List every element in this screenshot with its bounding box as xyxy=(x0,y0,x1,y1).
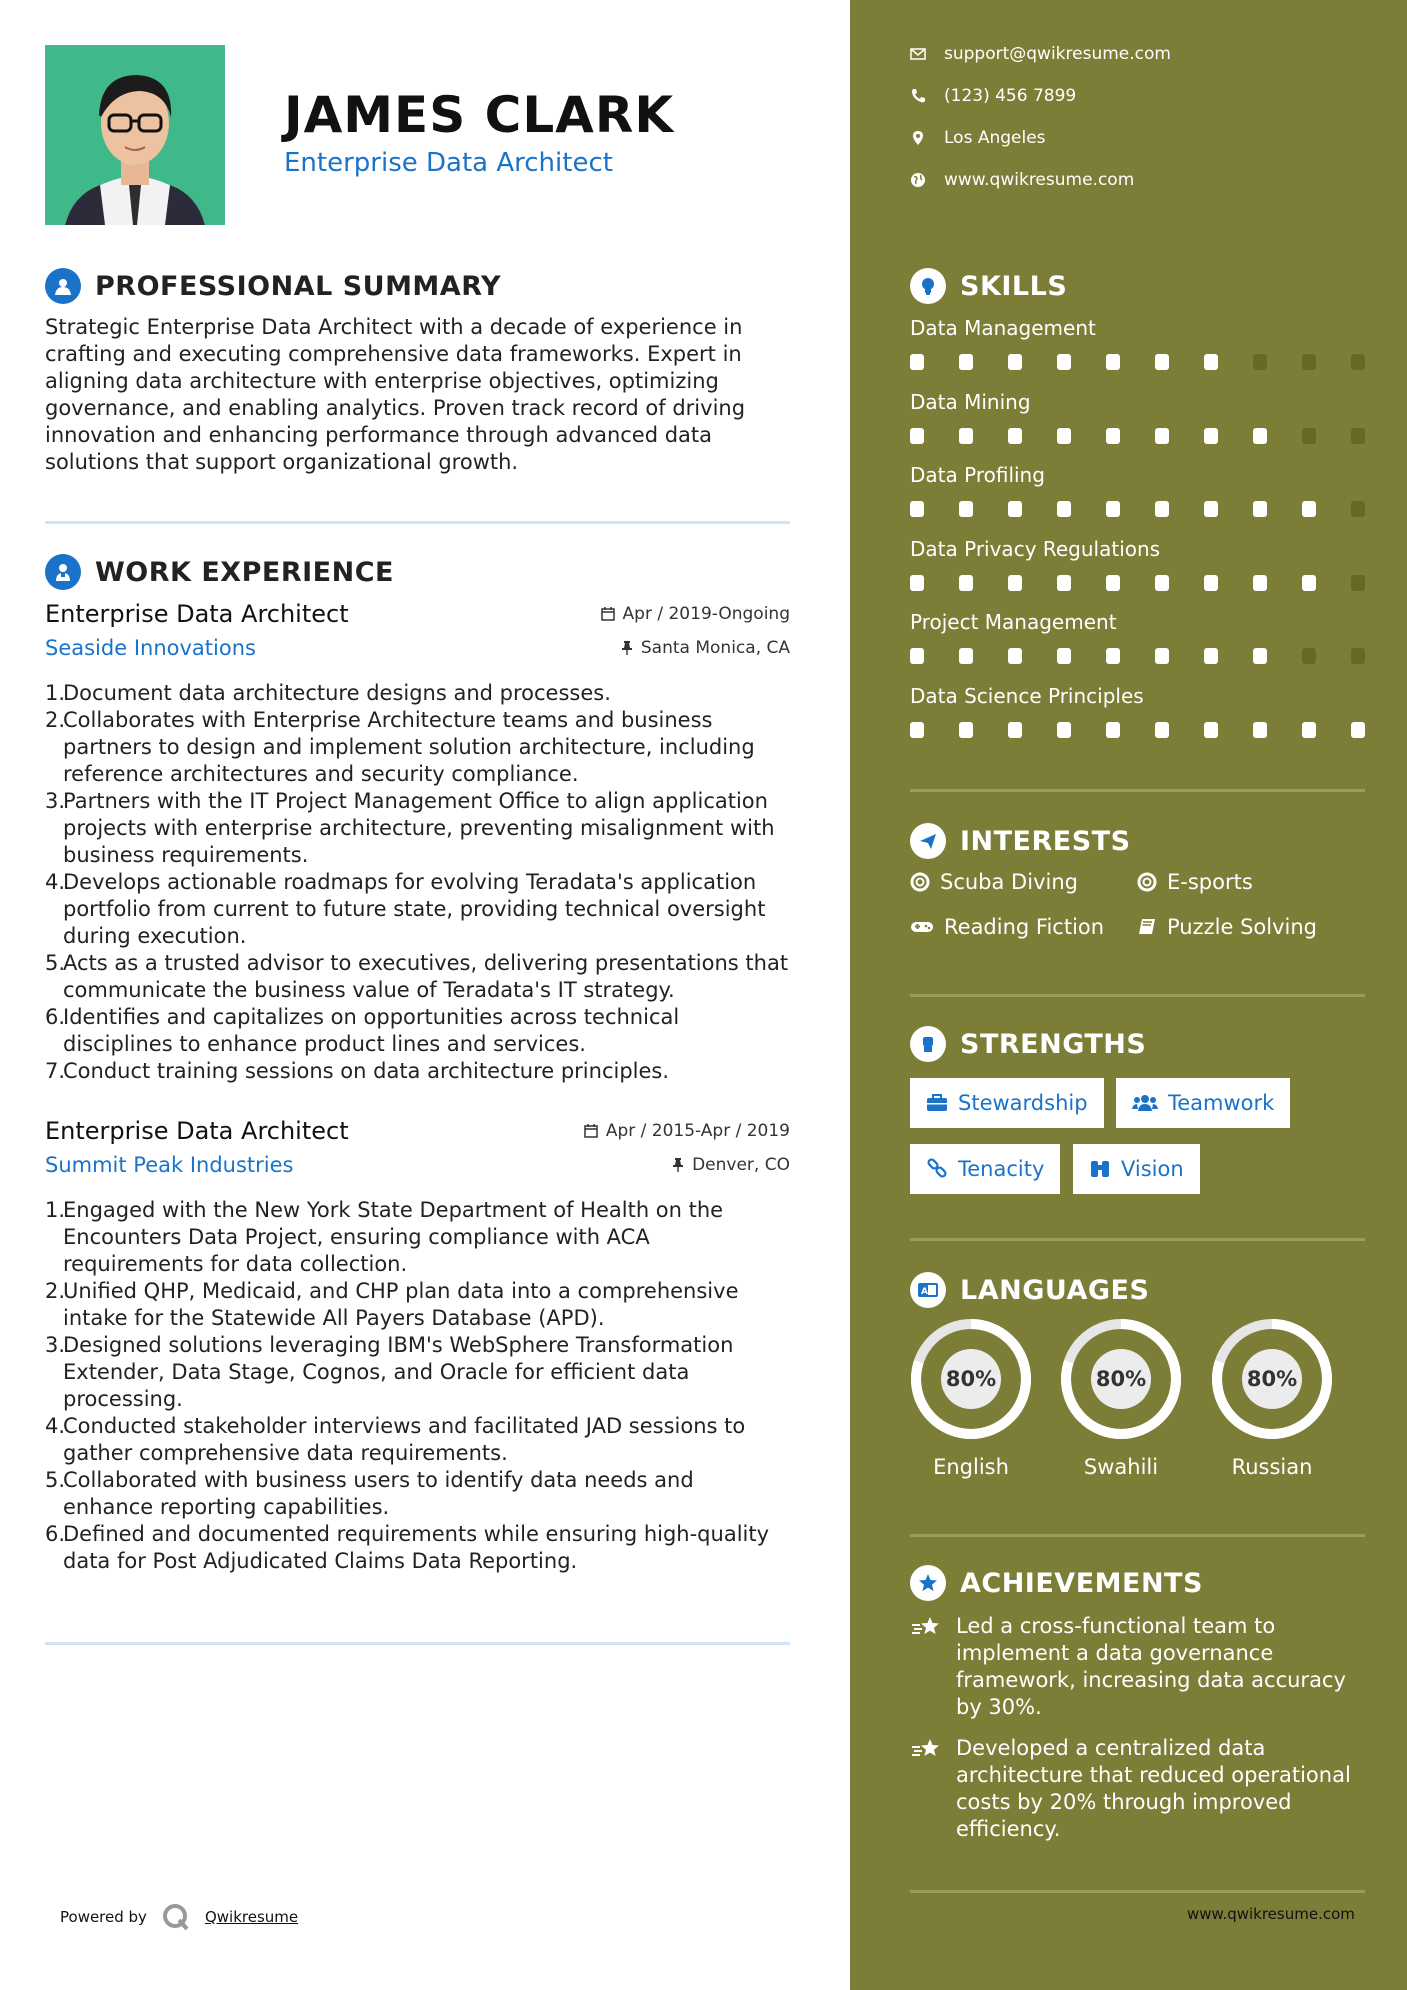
job-date-text: Apr / 2019-Ongoing xyxy=(622,604,790,624)
rating-dot xyxy=(1106,722,1120,738)
achievement-text xyxy=(956,1613,1346,1721)
responsibility-line xyxy=(45,1278,790,1305)
language-item xyxy=(1210,1317,1334,1479)
summary-line: governance, and enabling analytics. Proven track record of driving xyxy=(45,396,746,420)
language-icon xyxy=(910,1272,946,1308)
job-entry xyxy=(45,1117,790,1575)
language-percent: 80% xyxy=(945,1367,997,1391)
list-number: 2. xyxy=(45,1279,66,1303)
list-text: Document data architecture designs and processes. xyxy=(63,681,611,705)
sidebar-divider xyxy=(910,1534,1365,1537)
list-number: 1. xyxy=(45,1198,66,1222)
list-text: business requirements. xyxy=(63,843,309,867)
rating-dot xyxy=(1155,428,1169,444)
skill-item xyxy=(910,537,1365,591)
rating-dot xyxy=(1253,648,1267,664)
candidate-role: Enterprise Data Architect xyxy=(284,148,613,178)
rating-dot xyxy=(1351,648,1365,664)
summary-heading xyxy=(45,268,501,304)
job-location-text: Santa Monica, CA xyxy=(640,638,790,658)
contact-phone[interactable] xyxy=(910,86,1076,106)
rating-dot xyxy=(1253,354,1267,370)
responsibility-line xyxy=(45,1332,790,1359)
sidebar-divider xyxy=(910,1890,1365,1893)
skill-name: Project Management xyxy=(910,610,1117,634)
job-responsibilities xyxy=(45,1197,790,1575)
rating-dot xyxy=(1155,501,1169,517)
list-number: 5. xyxy=(45,951,66,975)
rating-dot xyxy=(1106,648,1120,664)
shooting-star-icon xyxy=(910,1615,944,1641)
responsibility-line xyxy=(45,977,790,1004)
rating-dot xyxy=(1204,575,1218,591)
list-number xyxy=(45,1251,63,1278)
list-text: requirements for data collection. xyxy=(63,1252,408,1276)
list-text: gather comprehensive data requirements. xyxy=(63,1441,508,1465)
interests-heading xyxy=(910,823,1131,859)
rating-dot xyxy=(1057,575,1071,591)
rating-dot xyxy=(1057,354,1071,370)
rating-dot xyxy=(1057,501,1071,517)
skill-rating xyxy=(910,722,1365,738)
skill-rating xyxy=(910,354,1365,370)
list-text: Conducted stakeholder interviews and facilitated JAD sessions to xyxy=(63,1414,746,1438)
experience-title: WORK EXPERIENCE xyxy=(95,556,394,588)
skill-name: Data Science Principles xyxy=(910,683,1144,708)
list-text: Defined and documented requirements while ensuring high-quality xyxy=(63,1522,770,1546)
language-name: Swahili xyxy=(1083,1455,1159,1479)
responsibility-line xyxy=(45,1521,790,1548)
list-number xyxy=(45,1031,63,1058)
interest-label: Scuba Diving xyxy=(940,870,1078,894)
summary-line: innovation and enhancing performance through advanced data xyxy=(45,423,713,447)
phone-text: (123) 456 7899 xyxy=(944,86,1077,106)
profile-photo xyxy=(45,45,225,225)
contact-website[interactable] xyxy=(910,170,1134,190)
section-divider xyxy=(45,521,790,524)
responsibility-line xyxy=(45,923,790,950)
rating-dot xyxy=(910,648,924,664)
achievement-line: Developed a centralized data xyxy=(956,1736,1266,1760)
list-number xyxy=(45,896,63,923)
list-number xyxy=(45,1440,63,1467)
responsibility-line xyxy=(45,1494,790,1521)
company-name: Summit Peak Industries xyxy=(45,1153,294,1177)
list-number: 1. xyxy=(45,681,66,705)
interests-title: INTERESTS xyxy=(960,825,1131,857)
responsibility-line xyxy=(45,1386,790,1413)
summary-line: crafting and executing comprehensive data frameworks. Expert in xyxy=(45,342,742,366)
sidebar-divider xyxy=(910,994,1365,997)
rating-dot xyxy=(1155,722,1169,738)
footer-website[interactable]: www.qwikresume.com xyxy=(1187,1905,1355,1923)
rating-dot xyxy=(959,428,973,444)
rating-dot xyxy=(959,575,973,591)
rating-dot xyxy=(959,501,973,517)
pin-icon xyxy=(672,1158,684,1172)
job-responsibilities xyxy=(45,680,790,1085)
strength-label: Stewardship xyxy=(958,1091,1088,1115)
list-text: data for Post Adjudicated Claims Data Reporting. xyxy=(63,1549,578,1573)
rating-dot xyxy=(910,428,924,444)
list-text: Engaged with the New York State Department of Health on the xyxy=(63,1198,724,1222)
strength-tag xyxy=(1116,1078,1290,1128)
job-date xyxy=(601,604,790,624)
rating-dot xyxy=(1302,575,1316,591)
list-text: processing. xyxy=(63,1387,183,1411)
skill-item xyxy=(910,684,1365,738)
summary-title: PROFESSIONAL SUMMARY xyxy=(95,270,502,302)
responsibility-line xyxy=(45,761,790,788)
language-item xyxy=(1059,1317,1183,1479)
link-icon xyxy=(926,1158,948,1180)
globe-icon xyxy=(910,172,926,188)
list-number: 5. xyxy=(45,1468,66,1492)
job-location xyxy=(672,1155,790,1175)
list-text: communicate the business value of Teradata's IT strategy. xyxy=(63,978,675,1002)
rating-dot xyxy=(1351,354,1365,370)
summary-line: Strategic Enterprise Data Architect with a decade of experience in xyxy=(45,315,743,339)
achievement-text xyxy=(956,1735,1351,1843)
list-number xyxy=(45,1359,63,1386)
rating-dot xyxy=(959,648,973,664)
shooting-star-icon xyxy=(910,1737,944,1763)
rating-dot xyxy=(910,722,924,738)
list-text: Identifies and capitalizes on opportunities across technical xyxy=(63,1005,680,1029)
list-number: 6. xyxy=(45,1522,66,1546)
responsibility-line xyxy=(45,734,790,761)
strength-tag xyxy=(910,1144,1060,1194)
rating-dot xyxy=(1057,722,1071,738)
list-number xyxy=(45,734,63,761)
responsibility-line xyxy=(45,1004,790,1031)
strength-label: Vision xyxy=(1121,1157,1184,1181)
list-text: Unified QHP, Medicaid, and CHP plan data into a comprehensive xyxy=(63,1279,739,1303)
rating-dot xyxy=(1008,501,1022,517)
rating-dot xyxy=(910,575,924,591)
list-text: disciplines to enhance product lines and services. xyxy=(63,1032,586,1056)
languages-title: LANGUAGES xyxy=(960,1274,1150,1306)
list-number xyxy=(45,923,63,950)
rating-dot xyxy=(1302,648,1316,664)
sidebar-divider xyxy=(910,1238,1365,1241)
strengths-heading xyxy=(910,1026,1146,1062)
job-title: Enterprise Data Architect xyxy=(45,600,349,628)
skills-heading xyxy=(910,268,1067,304)
calendar-icon xyxy=(584,1124,598,1138)
responsibility-line xyxy=(45,1305,790,1332)
job-entry xyxy=(45,600,790,1085)
summary-text xyxy=(45,314,765,476)
rating-dot xyxy=(910,354,924,370)
rating-dot xyxy=(1351,501,1365,517)
achievement-line: by 30%. xyxy=(956,1695,1042,1719)
list-number: 4. xyxy=(45,1414,66,1438)
rating-dot xyxy=(1253,501,1267,517)
skill-item xyxy=(910,316,1365,370)
language-percent: 80% xyxy=(1246,1367,1298,1391)
responsibility-line xyxy=(45,1548,790,1575)
binoculars-icon xyxy=(1089,1159,1111,1179)
list-text: reference architectures and security compliance. xyxy=(63,762,579,786)
language-item xyxy=(909,1317,1033,1479)
rating-dot xyxy=(1253,575,1267,591)
skill-item xyxy=(910,390,1365,444)
rating-dot xyxy=(1106,428,1120,444)
rating-dot xyxy=(959,722,973,738)
rating-dot xyxy=(1351,722,1365,738)
achievement-line: efficiency. xyxy=(956,1817,1061,1841)
strength-label: Tenacity xyxy=(958,1157,1045,1181)
responsibility-line xyxy=(45,707,790,734)
responsibility-line xyxy=(45,1224,790,1251)
language-percent: 80% xyxy=(1095,1367,1147,1391)
interest-label: Reading Fiction xyxy=(944,915,1105,939)
svg-text:A: A xyxy=(921,1287,928,1297)
job-title: Enterprise Data Architect xyxy=(45,1117,349,1145)
list-text: Develops actionable roadmaps for evolving Teradata's application xyxy=(63,870,757,894)
star-badge-icon xyxy=(910,1565,946,1601)
list-number xyxy=(45,1494,63,1521)
rating-dot xyxy=(1106,354,1120,370)
interest-label: Puzzle Solving xyxy=(1167,915,1317,939)
rating-dot xyxy=(1204,354,1218,370)
skills-title: SKILLS xyxy=(960,270,1068,302)
list-text: intake for the Statewide All Payers Database (APD). xyxy=(63,1306,605,1330)
skill-rating xyxy=(910,648,1365,664)
language-name: Russian xyxy=(1231,1455,1313,1479)
achievements-title: ACHIEVEMENTS xyxy=(960,1567,1203,1599)
responsibility-line xyxy=(45,680,790,707)
list-text: Encounters Data Project, ensuring compliance with ACA xyxy=(63,1225,650,1249)
contact-email[interactable] xyxy=(910,44,1171,64)
responsibility-line xyxy=(45,869,790,896)
job-date xyxy=(584,1121,790,1141)
users-icon xyxy=(1132,1094,1158,1112)
rating-dot xyxy=(1302,354,1316,370)
user-icon xyxy=(45,268,81,304)
skill-rating xyxy=(910,575,1365,591)
list-number: 7. xyxy=(45,1059,66,1083)
interest-item xyxy=(1137,870,1253,894)
rating-dot xyxy=(1302,428,1316,444)
responsibility-line xyxy=(45,1467,790,1494)
responsibility-line xyxy=(45,950,790,977)
job-location-text: Denver, CO xyxy=(692,1155,790,1175)
section-divider xyxy=(45,1642,790,1645)
responsibility-line xyxy=(45,1413,790,1440)
list-number xyxy=(45,842,63,869)
responsibility-line xyxy=(45,1359,790,1386)
strength-tag xyxy=(910,1078,1104,1128)
responsibility-line xyxy=(45,896,790,923)
responsibility-line xyxy=(45,815,790,842)
website-text: www.qwikresume.com xyxy=(944,170,1135,190)
summary-line: aligning data architecture with enterprise objectives, optimizing xyxy=(45,369,719,393)
achievement-item xyxy=(910,1613,1365,1721)
skill-rating xyxy=(910,501,1365,517)
rating-dot xyxy=(1008,648,1022,664)
interest-label: E-sports xyxy=(1167,870,1253,894)
lightbulb-icon xyxy=(910,268,946,304)
list-text: during execution. xyxy=(63,924,247,948)
list-text: projects with enterprise architecture, preventing misalignment with xyxy=(63,816,775,840)
rating-dot xyxy=(959,354,973,370)
rating-dot xyxy=(1155,575,1169,591)
rating-dot xyxy=(1106,501,1120,517)
language-name: English xyxy=(933,1455,1009,1479)
rating-dot xyxy=(1155,354,1169,370)
list-text: partners to design and implement solution architecture, including xyxy=(63,735,755,759)
envelope-icon xyxy=(910,46,926,62)
rating-dot xyxy=(1302,501,1316,517)
rating-dot xyxy=(1155,648,1169,664)
rating-dot xyxy=(1253,428,1267,444)
list-number xyxy=(45,1548,63,1575)
map-marker-icon xyxy=(910,130,926,146)
book-icon xyxy=(1137,917,1157,937)
languages-heading xyxy=(910,1272,1149,1308)
responsibility-line xyxy=(45,1058,790,1085)
list-text: Acts as a trusted advisor to executives, delivering presentations that xyxy=(63,951,789,975)
list-number: 6. xyxy=(45,1005,66,1029)
list-text: Designed solutions leveraging IBM's WebSphere Transformation xyxy=(63,1333,734,1357)
list-number: 3. xyxy=(45,1333,66,1357)
strength-label: Teamwork xyxy=(1168,1091,1275,1115)
skill-item xyxy=(910,610,1365,664)
paper-plane-icon xyxy=(910,823,946,859)
contact-location xyxy=(910,128,1046,148)
achievement-line: Led a cross-functional team to xyxy=(956,1614,1276,1638)
email-text: support@qwikresume.com xyxy=(944,44,1171,64)
list-text: Conduct training sessions on data architecture principles. xyxy=(63,1059,670,1083)
achievement-item xyxy=(910,1735,1365,1843)
language-ring xyxy=(1059,1317,1183,1441)
rating-dot xyxy=(1057,648,1071,664)
powered-by-label: Powered by xyxy=(60,1908,147,1926)
rating-dot xyxy=(1008,575,1022,591)
rating-dot xyxy=(910,501,924,517)
list-text: Partners with the IT Project Management Office to align application xyxy=(63,789,768,813)
skill-name: Data Management xyxy=(910,316,1096,340)
list-number xyxy=(45,1386,63,1413)
rating-dot xyxy=(1351,575,1365,591)
skill-item xyxy=(910,463,1365,517)
qwikresume-link[interactable]: Qwikresume xyxy=(204,1908,299,1926)
strength-tag xyxy=(1073,1144,1200,1194)
list-number: 2. xyxy=(45,708,66,732)
company-name: Seaside Innovations xyxy=(45,636,256,660)
interest-item xyxy=(1137,915,1317,939)
list-number xyxy=(45,1305,63,1332)
rating-dot xyxy=(1204,648,1218,664)
rating-dot xyxy=(1204,428,1218,444)
skill-name: Data Privacy Regulations xyxy=(910,536,1161,561)
achievement-line: costs by 20% through improved xyxy=(956,1790,1292,1814)
language-ring xyxy=(909,1317,1033,1441)
list-text: Extender, Data Stage, Cognos, and Oracle for efficient data xyxy=(63,1360,690,1384)
pin-icon xyxy=(621,641,633,655)
rating-dot xyxy=(1057,428,1071,444)
rating-dot xyxy=(1008,428,1022,444)
responsibility-line xyxy=(45,1031,790,1058)
list-text: portfolio from current to future state, providing technical oversight xyxy=(63,897,766,921)
briefcase-icon xyxy=(926,1094,948,1112)
rating-dot xyxy=(1008,722,1022,738)
strengths-title: STRENGTHS xyxy=(960,1028,1147,1060)
calendar-icon xyxy=(601,607,615,621)
job-location xyxy=(621,638,790,658)
experience-heading xyxy=(45,554,394,590)
list-number: 3. xyxy=(45,789,66,813)
responsibility-line xyxy=(45,1251,790,1278)
achievement-line: implement a data governance xyxy=(956,1641,1274,1665)
interest-item xyxy=(910,870,1078,894)
language-ring xyxy=(1210,1317,1334,1441)
gamepad-icon xyxy=(910,919,934,935)
skill-name: Data Mining xyxy=(910,389,1031,414)
fist-icon xyxy=(910,1026,946,1062)
achievements-heading xyxy=(910,1565,1203,1601)
list-number xyxy=(45,815,63,842)
qwikresume-logo-icon xyxy=(161,1902,191,1932)
achievement-line: architecture that reduced operational xyxy=(956,1763,1351,1787)
life-ring-icon xyxy=(910,872,930,892)
interest-item xyxy=(910,915,1104,939)
list-text: Collaborates with Enterprise Architecture teams and business xyxy=(63,708,713,732)
life-ring-icon xyxy=(1137,872,1157,892)
skill-name: Data Profiling xyxy=(910,463,1045,487)
candidate-name: JAMES CLARK xyxy=(284,86,675,144)
summary-line: solutions that support organizational growth. xyxy=(45,450,519,474)
rating-dot xyxy=(1008,354,1022,370)
briefcase-user-icon xyxy=(45,554,81,590)
responsibility-line xyxy=(45,842,790,869)
rating-dot xyxy=(1351,428,1365,444)
list-number xyxy=(45,761,63,788)
responsibility-line xyxy=(45,788,790,815)
rating-dot xyxy=(1106,575,1120,591)
rating-dot xyxy=(1204,722,1218,738)
rating-dot xyxy=(1253,722,1267,738)
list-number: 4. xyxy=(45,870,66,894)
skill-rating xyxy=(910,428,1365,444)
rating-dot xyxy=(1204,501,1218,517)
list-text: enhance reporting capabilities. xyxy=(63,1495,390,1519)
list-number xyxy=(45,977,63,1004)
location-text: Los Angeles xyxy=(944,128,1046,148)
list-text: Collaborated with business users to identify data needs and xyxy=(63,1468,694,1492)
job-date-text: Apr / 2015-Apr / 2019 xyxy=(605,1121,790,1141)
rating-dot xyxy=(1302,722,1316,738)
achievement-line: framework, increasing data accuracy xyxy=(956,1668,1346,1692)
sidebar-divider xyxy=(910,789,1365,792)
responsibility-line xyxy=(45,1440,790,1467)
footer-powered xyxy=(60,1902,298,1932)
list-number xyxy=(45,1224,63,1251)
responsibility-line xyxy=(45,1197,790,1224)
phone-icon xyxy=(910,88,926,104)
